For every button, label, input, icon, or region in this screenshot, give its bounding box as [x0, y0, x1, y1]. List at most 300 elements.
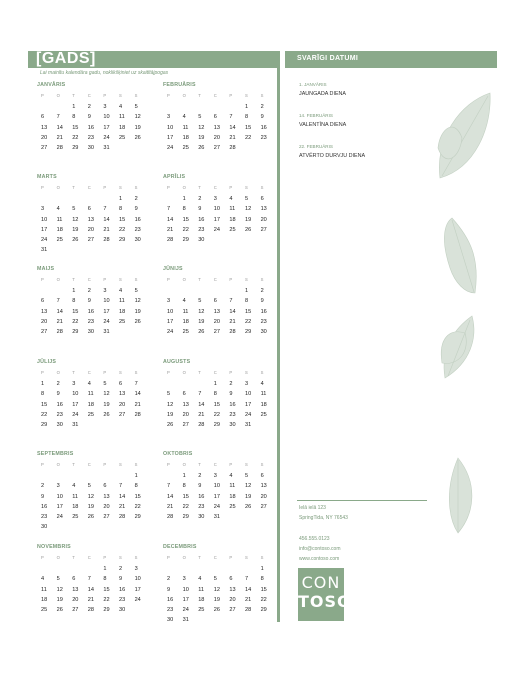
- day-cell[interactable]: 23: [229, 411, 236, 418]
- day-cell[interactable]: 17: [41, 226, 48, 233]
- day-cell[interactable]: 10: [167, 308, 174, 315]
- day-cell[interactable]: 30: [134, 237, 141, 244]
- day-cell[interactable]: 4: [118, 104, 123, 110]
- day-cell[interactable]: 14: [244, 586, 252, 593]
- day-cell[interactable]: 22: [244, 318, 252, 325]
- day-cell[interactable]: 29: [213, 422, 221, 429]
- day-cell[interactable]: 8: [244, 298, 249, 305]
- day-cell[interactable]: 21: [167, 503, 174, 510]
- day-cell[interactable]: 28: [134, 411, 141, 418]
- day-cell[interactable]: 25: [229, 503, 236, 510]
- day-cell[interactable]: 31: [103, 329, 110, 336]
- day-cell[interactable]: 12: [167, 401, 174, 408]
- day-cell[interactable]: 4: [198, 576, 202, 583]
- day-cell[interactable]: 25: [260, 411, 267, 418]
- day-cell[interactable]: 2: [41, 483, 45, 490]
- day-cell[interactable]: 29: [103, 607, 110, 614]
- day-cell[interactable]: 17: [213, 216, 221, 223]
- day-cell[interactable]: 16: [87, 308, 95, 315]
- day-cell[interactable]: 31: [103, 145, 110, 152]
- day-cell[interactable]: 6: [87, 206, 91, 213]
- day-cell[interactable]: 20: [72, 596, 79, 603]
- day-cell[interactable]: 15: [182, 216, 189, 223]
- day-cell[interactable]: 2: [56, 381, 60, 387]
- day-cell[interactable]: 13: [260, 206, 267, 213]
- day-cell[interactable]: 2: [118, 566, 123, 572]
- day-cell[interactable]: 14: [229, 124, 236, 131]
- day-cell[interactable]: 11: [182, 124, 189, 131]
- day-cell[interactable]: 19: [213, 596, 221, 603]
- day-cell[interactable]: 3: [134, 566, 138, 572]
- day-cell[interactable]: 31: [41, 247, 48, 254]
- day-cell[interactable]: 2: [134, 196, 138, 202]
- day-cell[interactable]: 24: [167, 329, 174, 336]
- day-cell[interactable]: 10: [56, 493, 63, 500]
- day-cell[interactable]: 16: [56, 401, 63, 408]
- day-cell[interactable]: 21: [244, 596, 252, 603]
- day-cell[interactable]: 28: [229, 329, 236, 336]
- day-cell[interactable]: 5: [244, 196, 249, 202]
- day-cell[interactable]: 5: [134, 104, 138, 110]
- day-cell[interactable]: 22: [134, 503, 141, 510]
- day-cell[interactable]: 26: [56, 607, 63, 614]
- year-title[interactable]: [GADS]: [36, 50, 96, 67]
- day-cell[interactable]: 23: [260, 134, 267, 141]
- day-cell[interactable]: 15: [72, 124, 79, 131]
- day-cell[interactable]: 6: [229, 576, 233, 583]
- day-cell[interactable]: 11: [56, 216, 63, 223]
- day-cell[interactable]: 27: [182, 422, 189, 429]
- day-cell[interactable]: 15: [41, 401, 48, 408]
- day-cell[interactable]: 18: [56, 226, 63, 233]
- day-cell[interactable]: 18: [118, 124, 126, 131]
- day-cell[interactable]: 28: [229, 145, 236, 152]
- day-cell[interactable]: 12: [87, 493, 95, 500]
- day-cell[interactable]: 21: [167, 226, 174, 233]
- day-cell[interactable]: 25: [72, 514, 79, 521]
- day-cell[interactable]: 18: [182, 318, 189, 325]
- day-cell[interactable]: 10: [103, 114, 110, 121]
- day-cell[interactable]: 3: [41, 206, 45, 213]
- day-cell[interactable]: 19: [103, 401, 110, 408]
- day-cell[interactable]: 12: [103, 391, 110, 398]
- day-cell[interactable]: 30: [87, 145, 95, 152]
- day-cell[interactable]: 5: [198, 298, 202, 305]
- day-cell[interactable]: 15: [103, 586, 110, 593]
- day-cell[interactable]: 15: [182, 493, 189, 500]
- day-cell[interactable]: 10: [213, 206, 221, 213]
- day-cell[interactable]: 12: [134, 298, 141, 305]
- day-cell[interactable]: 19: [134, 308, 141, 315]
- day-cell[interactable]: 17: [134, 586, 141, 593]
- day-cell[interactable]: 11: [87, 391, 94, 398]
- day-cell[interactable]: 24: [134, 596, 141, 603]
- day-cell[interactable]: 5: [103, 381, 107, 387]
- day-cell[interactable]: 12: [198, 308, 205, 315]
- day-cell[interactable]: 8: [182, 483, 186, 490]
- day-cell[interactable]: 2: [198, 196, 202, 202]
- day-cell[interactable]: 5: [244, 473, 249, 479]
- day-cell[interactable]: 11: [198, 586, 204, 593]
- day-cell[interactable]: 9: [260, 298, 264, 305]
- day-cell[interactable]: 16: [134, 216, 141, 223]
- day-cell[interactable]: 9: [118, 576, 123, 583]
- day-cell[interactable]: 29: [134, 514, 141, 521]
- day-cell[interactable]: 7: [56, 298, 60, 305]
- day-cell[interactable]: 28: [56, 329, 63, 336]
- day-cell[interactable]: 26: [213, 607, 221, 614]
- day-cell[interactable]: 23: [87, 134, 95, 141]
- day-cell[interactable]: 2: [198, 473, 202, 479]
- day-cell[interactable]: 22: [260, 596, 267, 603]
- day-cell[interactable]: 6: [260, 473, 264, 479]
- day-cell[interactable]: 22: [41, 411, 48, 418]
- day-cell[interactable]: 22: [72, 134, 79, 141]
- day-cell[interactable]: 1: [213, 381, 217, 387]
- day-cell[interactable]: 20: [260, 493, 267, 500]
- day-cell[interactable]: 27: [260, 503, 267, 510]
- day-cell[interactable]: 6: [72, 576, 76, 583]
- day-cell[interactable]: 15: [244, 124, 252, 131]
- day-cell[interactable]: 23: [260, 318, 267, 325]
- day-cell[interactable]: 23: [56, 411, 63, 418]
- day-cell[interactable]: 28: [244, 607, 252, 614]
- day-cell[interactable]: 21: [56, 134, 63, 141]
- day-cell[interactable]: 7: [56, 114, 60, 121]
- day-cell[interactable]: 28: [118, 514, 126, 521]
- day-cell[interactable]: 29: [72, 145, 79, 152]
- day-cell[interactable]: 11: [118, 114, 125, 121]
- day-cell[interactable]: 6: [260, 196, 264, 202]
- day-cell[interactable]: 27: [213, 329, 221, 336]
- day-cell[interactable]: 5: [72, 206, 76, 213]
- day-cell[interactable]: 20: [87, 226, 95, 233]
- day-cell[interactable]: 2: [87, 104, 91, 110]
- day-cell[interactable]: 13: [103, 493, 110, 500]
- day-cell[interactable]: 10: [182, 586, 189, 593]
- day-cell[interactable]: 17: [103, 124, 110, 131]
- day-cell[interactable]: 21: [118, 503, 126, 510]
- day-cell[interactable]: 5: [167, 391, 171, 398]
- day-cell[interactable]: 29: [260, 607, 267, 614]
- day-cell[interactable]: 13: [72, 586, 79, 593]
- day-cell[interactable]: 1: [260, 566, 264, 572]
- day-cell[interactable]: 10: [244, 391, 252, 398]
- day-cell[interactable]: 14: [198, 401, 205, 408]
- day-cell[interactable]: 12: [56, 586, 63, 593]
- day-cell[interactable]: 14: [167, 216, 174, 223]
- day-cell[interactable]: 27: [260, 226, 267, 233]
- day-cell[interactable]: 20: [103, 503, 110, 510]
- event-item[interactable]: [299, 113, 346, 128]
- day-cell[interactable]: 30: [198, 514, 205, 521]
- day-cell[interactable]: 14: [87, 586, 95, 593]
- day-cell[interactable]: 4: [118, 288, 123, 294]
- day-cell[interactable]: 19: [72, 226, 79, 233]
- day-cell[interactable]: 7: [87, 576, 91, 583]
- day-cell[interactable]: 5: [134, 288, 138, 294]
- day-cell[interactable]: 22: [182, 503, 189, 510]
- day-cell[interactable]: 5: [87, 483, 91, 490]
- day-cell[interactable]: 14: [56, 308, 63, 315]
- day-cell[interactable]: 2: [87, 288, 91, 294]
- day-cell[interactable]: 22: [103, 596, 110, 603]
- day-cell[interactable]: 21: [229, 318, 236, 325]
- day-cell[interactable]: 19: [198, 318, 205, 325]
- day-cell[interactable]: 30: [118, 607, 126, 614]
- day-cell[interactable]: 30: [87, 329, 95, 336]
- day-cell[interactable]: 4: [41, 576, 45, 583]
- day-cell[interactable]: 6: [182, 391, 186, 398]
- day-cell[interactable]: 4: [182, 114, 186, 121]
- day-cell[interactable]: 14: [229, 308, 236, 315]
- day-cell[interactable]: 10: [134, 576, 141, 583]
- day-cell[interactable]: 25: [118, 134, 126, 141]
- day-cell[interactable]: 30: [41, 524, 48, 531]
- day-cell[interactable]: 8: [134, 483, 138, 490]
- day-cell[interactable]: 19: [244, 493, 252, 500]
- day-cell[interactable]: 13: [213, 308, 221, 315]
- day-cell[interactable]: 3: [103, 104, 107, 110]
- day-cell[interactable]: 8: [41, 391, 45, 398]
- day-cell[interactable]: 27: [103, 514, 110, 521]
- day-cell[interactable]: 19: [198, 134, 205, 141]
- day-cell[interactable]: 29: [72, 329, 79, 336]
- day-cell[interactable]: 24: [182, 607, 189, 614]
- day-cell[interactable]: 18: [72, 503, 79, 510]
- day-cell[interactable]: 25: [41, 607, 48, 614]
- day-cell[interactable]: 13: [229, 586, 236, 593]
- day-cell[interactable]: 8: [244, 114, 249, 121]
- day-cell[interactable]: 9: [56, 391, 60, 398]
- day-cell[interactable]: 6: [213, 114, 217, 121]
- day-cell[interactable]: 8: [260, 576, 264, 583]
- day-cell[interactable]: 29: [244, 329, 252, 336]
- day-cell[interactable]: 16: [198, 493, 205, 500]
- day-cell[interactable]: 9: [229, 391, 233, 398]
- day-cell[interactable]: 2: [167, 576, 171, 583]
- day-cell[interactable]: 14: [118, 493, 126, 500]
- day-cell[interactable]: 26: [134, 134, 141, 141]
- day-cell[interactable]: 7: [229, 298, 233, 305]
- day-cell[interactable]: 27: [87, 237, 95, 244]
- day-cell[interactable]: 17: [56, 503, 63, 510]
- day-cell[interactable]: 2: [260, 104, 264, 110]
- day-cell[interactable]: 12: [244, 483, 252, 490]
- day-cell[interactable]: 20: [41, 318, 48, 325]
- day-cell[interactable]: 21: [103, 226, 110, 233]
- day-cell[interactable]: 13: [41, 308, 48, 315]
- day-cell[interactable]: 9: [87, 298, 91, 305]
- day-cell[interactable]: 5: [56, 576, 60, 583]
- day-cell[interactable]: 8: [72, 114, 76, 121]
- day-cell[interactable]: 30: [198, 237, 205, 244]
- day-cell[interactable]: 9: [167, 586, 171, 593]
- day-cell[interactable]: 1: [244, 104, 249, 110]
- day-cell[interactable]: 13: [182, 401, 189, 408]
- day-cell[interactable]: 13: [118, 391, 126, 398]
- day-cell[interactable]: 21: [134, 401, 141, 408]
- day-cell[interactable]: 17: [244, 401, 252, 408]
- day-cell[interactable]: 14: [167, 493, 174, 500]
- day-cell[interactable]: 30: [229, 422, 236, 429]
- day-cell[interactable]: 9: [260, 114, 264, 121]
- day-cell[interactable]: 17: [103, 308, 110, 315]
- event-item[interactable]: [299, 144, 365, 159]
- day-cell[interactable]: 18: [229, 216, 236, 223]
- day-cell[interactable]: 16: [260, 124, 267, 131]
- event-item[interactable]: [299, 82, 346, 97]
- day-cell[interactable]: 26: [87, 514, 95, 521]
- day-cell[interactable]: 26: [198, 145, 205, 152]
- day-cell[interactable]: 9: [87, 114, 91, 121]
- day-cell[interactable]: 1: [182, 196, 186, 202]
- day-cell[interactable]: 18: [41, 596, 48, 603]
- day-cell[interactable]: 16: [87, 124, 95, 131]
- day-cell[interactable]: 16: [260, 308, 267, 315]
- day-cell[interactable]: 12: [213, 586, 221, 593]
- day-cell[interactable]: 27: [213, 145, 221, 152]
- day-cell[interactable]: 24: [56, 514, 63, 521]
- day-cell[interactable]: 23: [87, 318, 95, 325]
- day-cell[interactable]: 15: [134, 493, 141, 500]
- day-cell[interactable]: 4: [260, 381, 264, 387]
- day-cell[interactable]: 9: [198, 206, 202, 213]
- day-cell[interactable]: 13: [41, 124, 48, 131]
- day-cell[interactable]: 3: [213, 196, 217, 202]
- day-cell[interactable]: 2: [229, 381, 233, 387]
- day-cell[interactable]: 26: [167, 422, 174, 429]
- day-cell[interactable]: 15: [118, 216, 126, 223]
- day-cell[interactable]: 29: [182, 237, 189, 244]
- day-cell[interactable]: 4: [56, 206, 60, 213]
- day-cell[interactable]: 16: [167, 596, 174, 603]
- day-cell[interactable]: 12: [134, 114, 141, 121]
- day-cell[interactable]: 10: [103, 298, 110, 305]
- day-cell[interactable]: 24: [103, 134, 110, 141]
- day-cell[interactable]: 3: [56, 483, 60, 490]
- day-cell[interactable]: 28: [167, 514, 174, 521]
- day-cell[interactable]: 3: [182, 576, 186, 583]
- day-cell[interactable]: 23: [41, 514, 48, 521]
- day-cell[interactable]: 3: [213, 473, 217, 479]
- day-cell[interactable]: 25: [87, 411, 95, 418]
- day-cell[interactable]: 28: [103, 237, 110, 244]
- day-cell[interactable]: 4: [229, 196, 233, 202]
- day-cell[interactable]: 13: [213, 124, 221, 131]
- day-cell[interactable]: 2: [260, 288, 264, 294]
- day-cell[interactable]: 21: [229, 134, 236, 141]
- day-cell[interactable]: 20: [213, 134, 221, 141]
- day-cell[interactable]: 1: [103, 566, 107, 572]
- day-cell[interactable]: 1: [72, 104, 76, 110]
- day-cell[interactable]: 30: [56, 422, 63, 429]
- day-cell[interactable]: 7: [134, 381, 138, 387]
- day-cell[interactable]: 18: [260, 401, 267, 408]
- day-cell[interactable]: 6: [213, 298, 217, 305]
- day-cell[interactable]: 3: [244, 381, 249, 387]
- day-cell[interactable]: 16: [118, 586, 126, 593]
- day-cell[interactable]: 25: [118, 318, 126, 325]
- day-cell[interactable]: 10: [72, 391, 79, 398]
- day-cell[interactable]: 1: [134, 473, 138, 479]
- day-cell[interactable]: 10: [41, 216, 48, 223]
- day-cell[interactable]: 4: [72, 483, 76, 490]
- day-cell[interactable]: 25: [229, 226, 236, 233]
- day-cell[interactable]: 1: [41, 381, 45, 387]
- day-cell[interactable]: 27: [72, 607, 79, 614]
- day-cell[interactable]: 31: [72, 422, 79, 429]
- day-cell[interactable]: 6: [103, 483, 107, 490]
- day-cell[interactable]: 24: [244, 411, 252, 418]
- day-cell[interactable]: 11: [182, 308, 189, 315]
- day-cell[interactable]: 17: [182, 596, 189, 603]
- day-cell[interactable]: 27: [41, 145, 48, 152]
- day-cell[interactable]: 20: [260, 216, 267, 223]
- day-cell[interactable]: 21: [198, 411, 205, 418]
- day-cell[interactable]: 29: [41, 422, 48, 429]
- day-cell[interactable]: 7: [198, 391, 202, 398]
- day-cell[interactable]: 28: [167, 237, 174, 244]
- day-cell[interactable]: 8: [72, 298, 76, 305]
- day-cell[interactable]: 20: [41, 134, 48, 141]
- day-cell[interactable]: 15: [260, 586, 267, 593]
- day-cell[interactable]: 3: [72, 381, 76, 387]
- day-cell[interactable]: 19: [56, 596, 63, 603]
- day-cell[interactable]: 19: [87, 503, 95, 510]
- day-cell[interactable]: 4: [229, 473, 233, 479]
- day-cell[interactable]: 18: [118, 308, 126, 315]
- day-cell[interactable]: 1: [72, 288, 76, 294]
- day-cell[interactable]: 24: [213, 226, 221, 233]
- day-cell[interactable]: 7: [103, 206, 107, 213]
- day-cell[interactable]: 15: [72, 308, 79, 315]
- day-cell[interactable]: 11: [260, 391, 267, 398]
- day-cell[interactable]: 29: [118, 237, 126, 244]
- day-cell[interactable]: 11: [41, 586, 47, 593]
- day-cell[interactable]: 28: [198, 422, 205, 429]
- day-cell[interactable]: 7: [244, 576, 249, 583]
- day-cell[interactable]: 26: [244, 503, 252, 510]
- day-cell[interactable]: 28: [87, 607, 95, 614]
- day-cell[interactable]: 11: [72, 493, 78, 500]
- day-cell[interactable]: 3: [167, 298, 171, 305]
- day-cell[interactable]: 11: [229, 206, 236, 213]
- day-cell[interactable]: 20: [213, 318, 221, 325]
- day-cell[interactable]: 7: [229, 114, 233, 121]
- day-cell[interactable]: 25: [182, 145, 189, 152]
- day-cell[interactable]: 1: [118, 196, 123, 202]
- day-cell[interactable]: 19: [167, 411, 174, 418]
- day-cell[interactable]: 15: [244, 308, 252, 315]
- day-cell[interactable]: 8: [213, 391, 217, 398]
- day-cell[interactable]: 8: [182, 206, 186, 213]
- day-cell[interactable]: 26: [244, 226, 252, 233]
- day-cell[interactable]: 14: [56, 124, 63, 131]
- day-cell[interactable]: 4: [182, 298, 186, 305]
- day-cell[interactable]: 5: [198, 114, 202, 121]
- day-cell[interactable]: 26: [198, 329, 205, 336]
- day-cell[interactable]: 18: [198, 596, 205, 603]
- day-cell[interactable]: 7: [167, 483, 171, 490]
- day-cell[interactable]: 16: [41, 503, 48, 510]
- day-cell[interactable]: 31: [182, 617, 189, 624]
- day-cell[interactable]: 1: [182, 473, 186, 479]
- day-cell[interactable]: 11: [229, 483, 236, 490]
- day-cell[interactable]: 30: [260, 329, 267, 336]
- day-cell[interactable]: 12: [198, 124, 205, 131]
- day-cell[interactable]: 19: [244, 216, 252, 223]
